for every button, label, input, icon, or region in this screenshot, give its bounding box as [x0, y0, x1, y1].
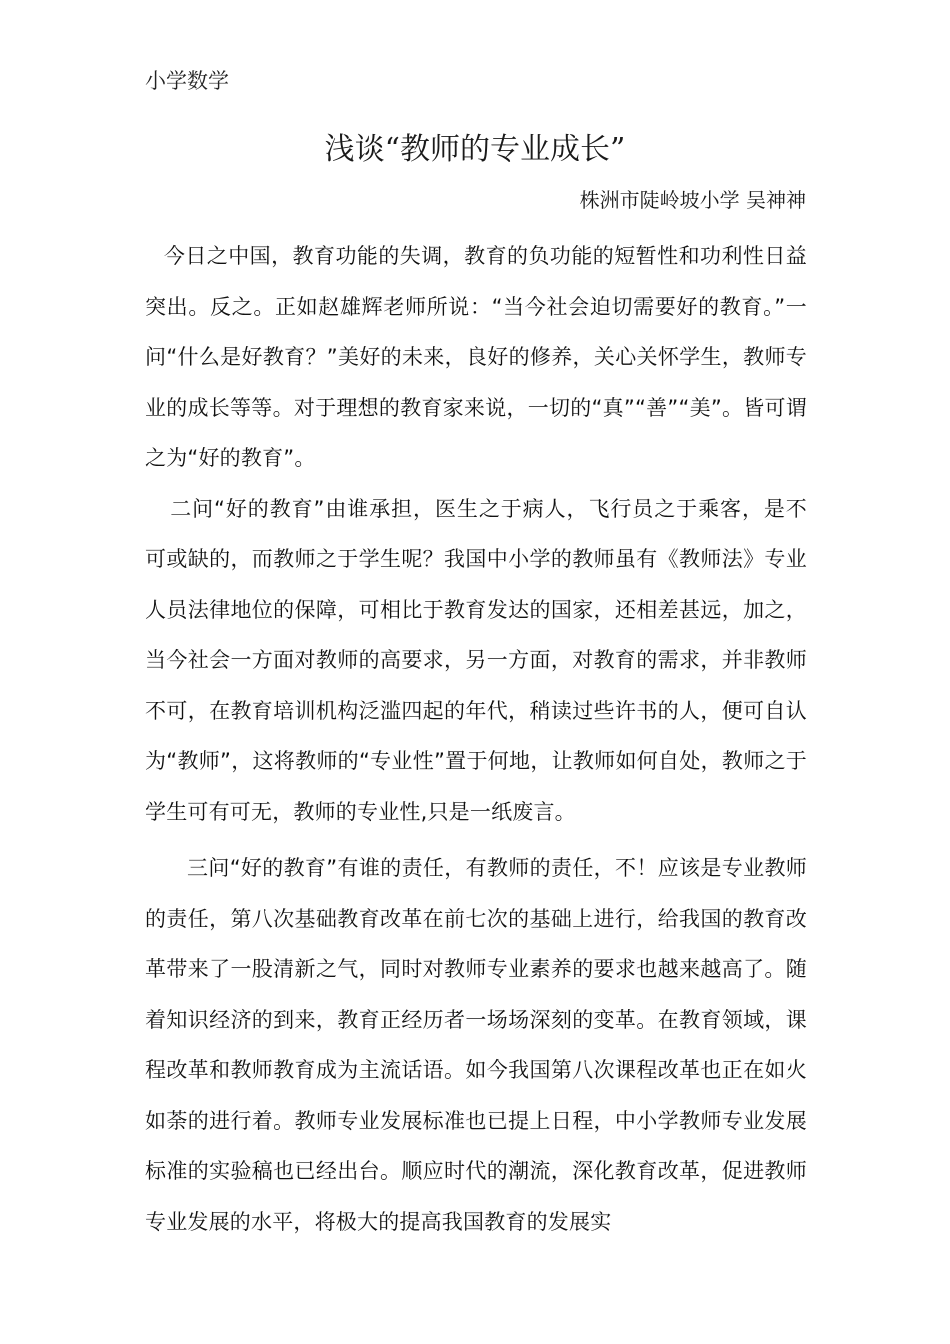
paragraph-3: 三问“好的教育”有谁的责任，有教师的责任，不！应该是专业教师的责任，第八次基础教育改革在前七次的基础上进行，给我国的教育改革带来了一股清新之气，同时对教师专业素养的要求也越来越高了。随着知识经济的到来，教育正经历者一场场深刻的变革。在教育领域，课程改革和教师教育成为主流话语。如今我国第八次课程改革也正在如火如荼的进行着。教师专业发展标准也已提上日程，中小学教师专业发展标准的实验稿也已经出台。顺应时代的潮流，深化教育改革，促进教师专业发展的水平，将极大的提高我国教育的发展实	[145, 856, 807, 1234]
paragraph-2: 二问“好的教育”由谁承担，医生之于病人，飞行员之于乘客，是不可或缺的，而教师之于学生呢？我国中小学的教师虽有《教师法》专业人员法律地位的保障，可相比于教育发达的国家，还相差甚远，加之，当今社会一方面对教师的高要求，另一方面，对教育的需求，并非教师不可，在教育培训机构泛滥四起的年代，稍读过些许书的人，便可自认为“教师”，这将教师的“专业性”置于何地，让教师如何自处，教师之于学生可有可无，教师的专业性,只是一纸废言。	[145, 496, 807, 824]
article-title: 浅谈“教师的专业成长”	[324, 132, 626, 167]
article-body	[145, 231, 807, 1247]
subject-header: 小学数学	[145, 69, 229, 93]
author-line: 株洲市陡岭坡小学 吴神神	[579, 188, 806, 212]
paragraph-1: 今日之中国，教育功能的失调，教育的负功能的短暂性和功利性日益突出。反之。正如赵雄辉老师所说：“当今社会迫切需要好的教育。”一问“什么是好教育？”美好的未来，良好的修养，关心关怀学生，教师专业的成长等等。对于理想的教育家来说，一切的“真”“善”“美”。皆可谓之为“好的教育”。	[145, 244, 807, 470]
